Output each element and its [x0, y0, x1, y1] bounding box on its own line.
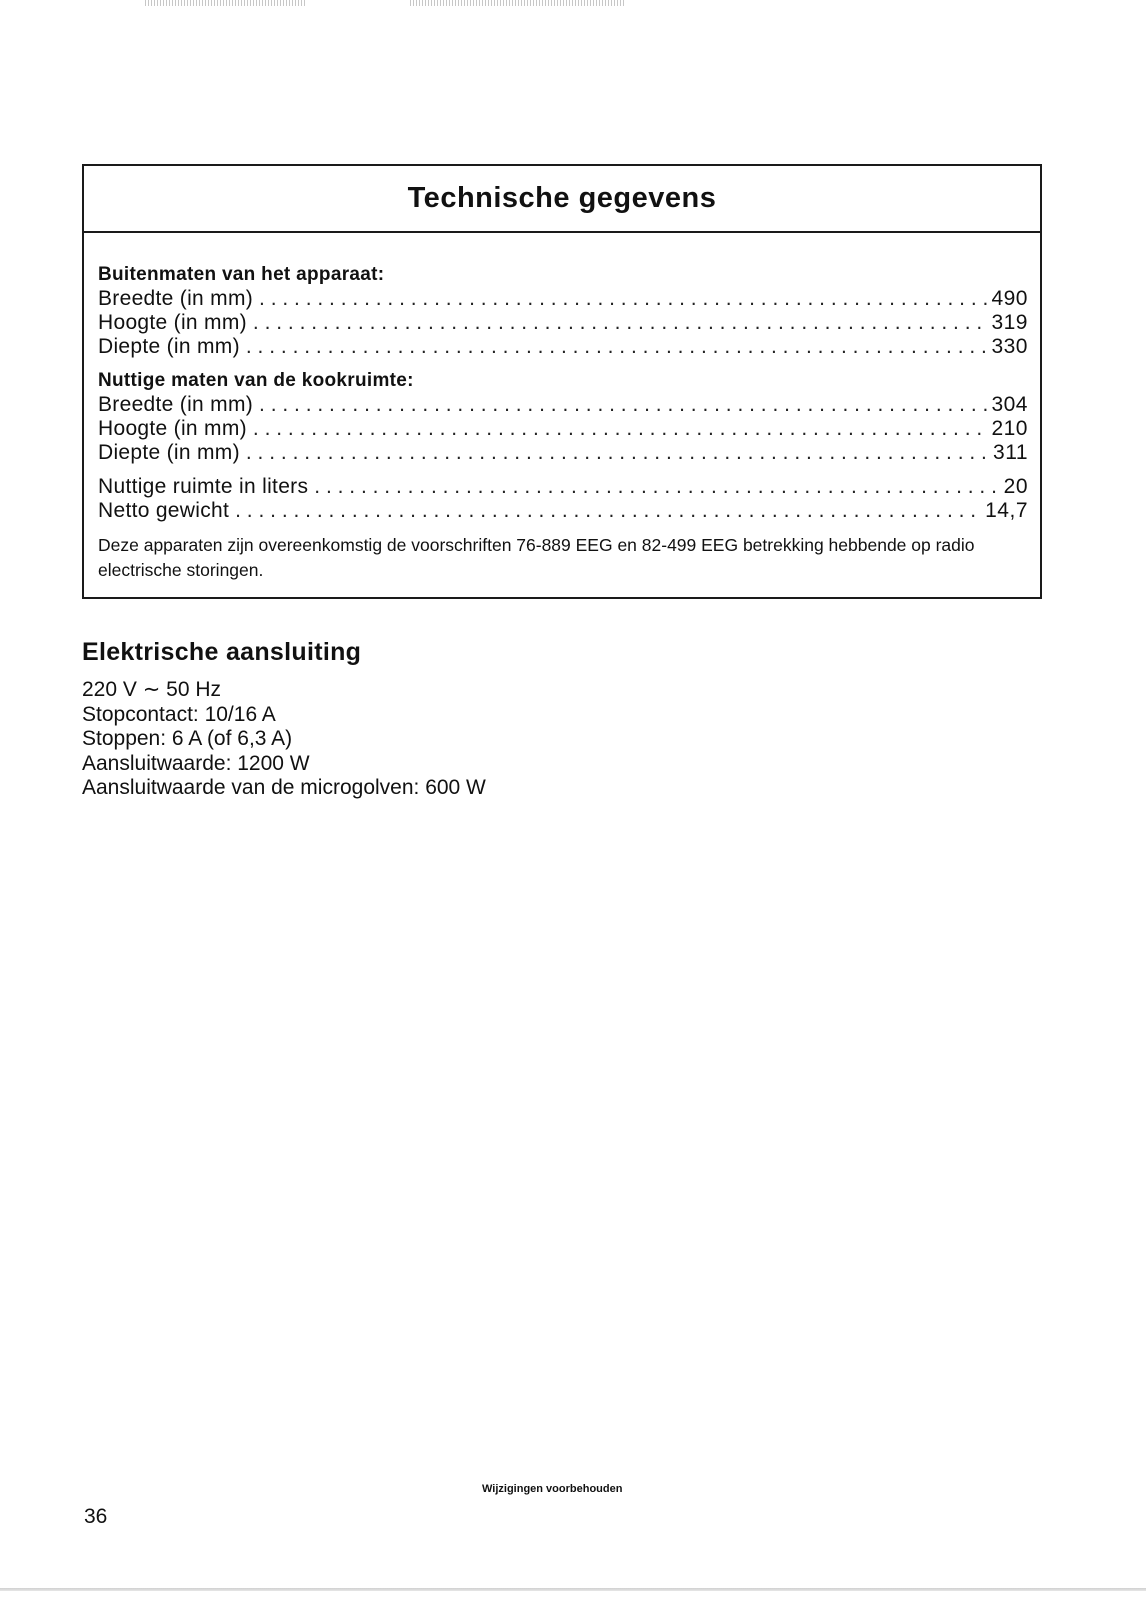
- electrical-line-socket: Stopcontact: 10/16 A: [82, 702, 276, 726]
- outer-dimensions-heading: Buitenmaten van het apparaat:: [98, 264, 385, 285]
- spec-row-capacity: [98, 475, 1028, 499]
- spec-value: 20: [1003, 475, 1028, 498]
- spec-row-net-weight: [98, 499, 1028, 523]
- capacity-weight-group: [98, 475, 1028, 523]
- dot-leader: [259, 393, 989, 417]
- electrical-line-microwave-power: Aansluitwaarde van de microgolven: 600 W: [82, 776, 486, 799]
- electrical-connection-details: [82, 678, 486, 801]
- spec-value: 304: [991, 393, 1028, 416]
- spec-row-outer-width: [98, 287, 1028, 311]
- spec-label: Netto gewicht: [98, 499, 230, 522]
- spec-row-outer-height: [98, 311, 1028, 335]
- dot-leader: [235, 499, 983, 523]
- outer-dimensions-group: [98, 263, 1028, 359]
- spec-row-outer-depth: [98, 335, 1028, 359]
- regulation-note: Deze apparaten zijn overeenkomstig de voorschriften 76-889 EEG en 82-499 EEG betrekking hebbende op radio electrische storingen.: [98, 535, 975, 580]
- spec-value: 14,7: [985, 499, 1028, 522]
- spec-value: 311: [993, 441, 1028, 464]
- spec-value: 330: [991, 335, 1028, 358]
- spec-value: 210: [991, 417, 1028, 440]
- dot-leader: [259, 287, 989, 311]
- spec-row-inner-depth: [98, 441, 1028, 465]
- spec-label: Breedte (in mm): [98, 287, 254, 310]
- spec-label: Hoogte (in mm): [98, 417, 247, 440]
- spec-label: Breedte (in mm): [98, 393, 254, 416]
- scan-artifact-left: [145, 0, 305, 6]
- page-title: Technische gegevens: [407, 182, 717, 214]
- spec-row-inner-height: [98, 417, 1028, 441]
- spec-label: Nuttige ruimte in liters: [98, 475, 309, 498]
- page-number: 36: [84, 1505, 108, 1528]
- spec-label: Diepte (in mm): [98, 335, 240, 358]
- scan-artifact-right: [410, 0, 625, 6]
- dot-leader: [253, 311, 990, 335]
- technical-data-header: [84, 166, 1040, 233]
- spec-label: Diepte (in mm): [98, 441, 240, 464]
- spec-value: 319: [991, 311, 1028, 334]
- footer-note: Wijzigingen voorbehouden: [482, 1483, 623, 1495]
- electrical-line-voltage: 220 V ∼ 50 Hz: [82, 678, 222, 701]
- electrical-line-fuses: Stoppen: 6 A (of 6,3 A): [82, 727, 293, 750]
- inner-dimensions-heading: Nuttige maten van de kookruimte:: [98, 370, 414, 391]
- dot-leader: [314, 475, 1001, 499]
- dot-leader: [246, 335, 990, 359]
- technical-data-body: [84, 233, 1040, 583]
- inner-dimensions-group: [98, 369, 1028, 465]
- spec-label: Hoogte (in mm): [98, 311, 247, 334]
- electrical-line-power: Aansluitwaarde: 1200 W: [82, 751, 310, 775]
- scan-artifact-bottom: [0, 1588, 1146, 1591]
- technical-data-box: [82, 164, 1042, 599]
- spec-value: 490: [991, 287, 1028, 310]
- dot-leader: [253, 417, 990, 441]
- spec-row-inner-width: [98, 393, 1028, 417]
- electrical-connection-heading: Elektrische aansluiting: [82, 638, 362, 666]
- dot-leader: [246, 441, 991, 465]
